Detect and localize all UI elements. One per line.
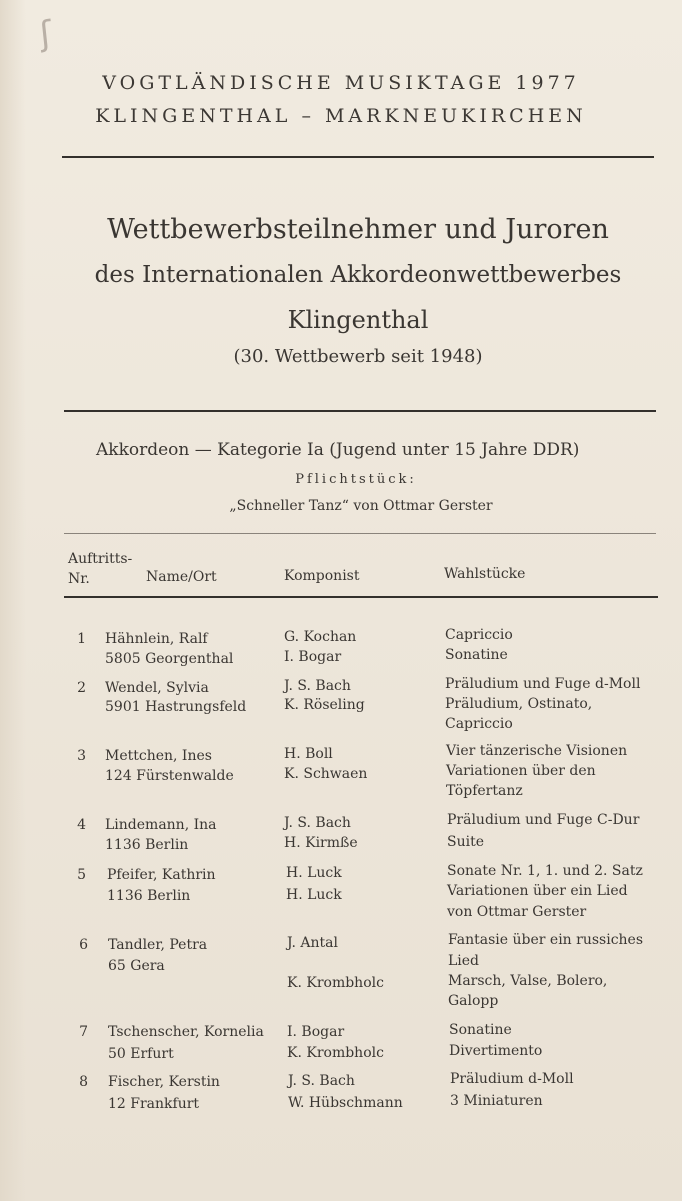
row-3-piece-3: Töpfertanz [446,783,523,799]
row-3-name: Mettchen, Ines [105,748,212,764]
row-2-piece-2: Präludium, Ostinato, [445,696,593,712]
row-5-piece-3: von Ottmar Gerster [447,904,587,920]
row-1-composer-2: I. Bogar [284,649,342,665]
row-6-piece-3: Marsch, Valse, Bolero, [448,973,608,989]
row-1-place: 5805 Georgenthal [105,651,234,667]
row-7-composer-2: K. Krombholc [287,1045,384,1061]
document-place: Klingenthal [287,306,429,334]
document-edition: (30. Wettbewerb seit 1948) [233,346,483,367]
row-4-nr: 4 [77,817,86,833]
row-5-name: Pfeifer, Kathrin [107,867,216,883]
row-8-name: Fischer, Kerstin [108,1074,220,1090]
row-8-piece-2: 3 Miniaturen [450,1093,543,1109]
row-3-piece-2: Variationen über den [446,763,596,779]
row-7-nr: 7 [79,1024,88,1040]
pflicht-piece: „Schneller Tanz“ von Ottmar Gerster [229,498,493,514]
row-6-composer-2: K. Krombholc [287,975,384,991]
row-7-name: Tschenscher, Kornelia [108,1024,264,1040]
row-2-piece-1: Präludium und Fuge d-Moll [445,676,641,692]
row-1-composer-1: G. Kochan [284,629,357,645]
row-6-piece-4: Galopp [448,993,499,1009]
row-6-composer-1: J. Antal [287,935,339,951]
paper-edge-shadow [0,0,26,1201]
header-rule [64,596,658,598]
row-4-piece-2: Suite [447,834,484,850]
row-6-nr: 6 [79,937,88,953]
row-3-piece-1: Vier tänzerische Visionen [446,743,628,759]
row-7-place: 50 Erfurt [108,1046,174,1062]
festival-locations: KLINGENTHAL – MARKNEUKIRCHEN [95,105,587,127]
row-5-piece-2: Variationen über ein Lied [447,883,628,899]
festival-title: VOGTLÄNDISCHE MUSIKTAGE 1977 [102,72,580,94]
row-3-place: 124 Fürstenwalde [105,768,234,784]
row-1-piece-1: Capriccio [445,627,513,643]
document-title: Wettbewerbsteilnehmer und Juroren [107,214,609,245]
header-name: Name/Ort [146,569,217,585]
header-nr-line1: Auftritts- [68,551,133,567]
pflicht-label: Pflichtstück: [295,472,417,487]
row-5-place: 1136 Berlin [107,888,191,904]
row-8-composer-2: W. Hübschmann [288,1095,403,1111]
row-3-nr: 3 [77,748,86,764]
row-2-composer-1: J. S. Bach [284,678,351,694]
header-komponist: Komponist [284,568,360,584]
pencil-mark: ʃ [37,13,54,55]
row-8-place: 12 Frankfurt [108,1096,200,1112]
row-6-name: Tandler, Petra [108,937,208,953]
row-6-piece-1: Fantasie über ein russiches [448,932,644,948]
row-5-nr: 5 [77,867,86,883]
row-5-piece-1: Sonate Nr. 1, 1. und 2. Satz [447,863,643,879]
row-8-composer-1: J. S. Bach [288,1073,355,1089]
row-5-composer-1: H. Luck [286,865,342,881]
row-4-composer-2: H. Kirmße [284,835,358,851]
row-6-place: 65 Gera [108,958,165,974]
header-nr-line2: Nr. [68,571,90,587]
row-7-piece-1: Sonatine [449,1022,512,1038]
row-2-composer-2: K. Röseling [284,697,365,713]
row-7-composer-1: I. Bogar [287,1024,345,1040]
row-5-composer-2: H. Luck [286,887,342,903]
top-rule [62,156,654,158]
middle-rule [64,410,656,412]
row-2-name: Wendel, Sylvia [105,680,209,696]
row-3-composer-1: H. Boll [284,746,333,762]
row-4-composer-1: J. S. Bach [284,815,351,831]
row-4-name: Lindemann, Ina [105,817,217,833]
row-2-nr: 2 [77,680,86,696]
row-7-piece-2: Divertimento [449,1043,543,1059]
row-1-name: Hähnlein, Ralf [105,631,208,647]
row-4-place: 1136 Berlin [105,837,189,853]
row-1-piece-2: Sonatine [445,647,508,663]
row-6-piece-2: Lied [448,953,480,969]
row-4-piece-1: Präludium und Fuge C-Dur [447,812,640,828]
header-wahl: Wahlstücke [444,566,526,582]
table-top-rule [64,533,656,534]
row-8-piece-1: Präludium d-Moll [450,1071,574,1087]
row-2-piece-3: Capriccio [445,716,513,732]
row-8-nr: 8 [79,1074,88,1090]
category-heading: Akkordeon — Kategorie Ia (Jugend unter 15 Jahre DDR) [96,440,580,460]
row-3-composer-2: K. Schwaen [284,766,368,782]
row-2-place: 5901 Hastrungsfeld [105,699,247,715]
document-subtitle: des Internationalen Akkordeonwettbewerbes [94,262,622,288]
row-1-nr: 1 [77,631,86,647]
